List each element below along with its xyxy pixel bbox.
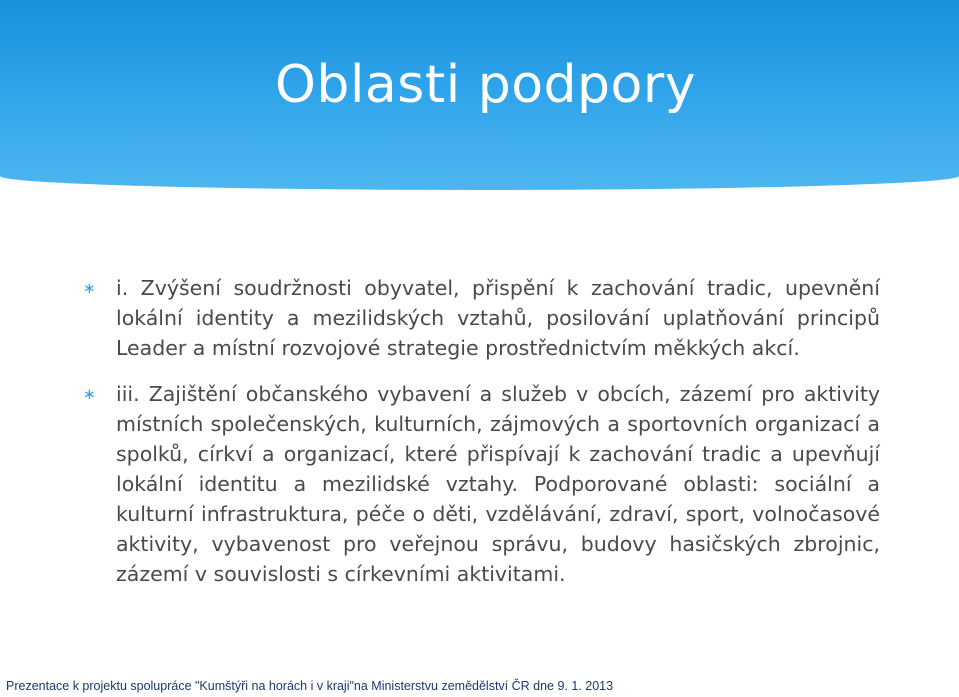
asterisk-bullet-icon: ∗	[83, 279, 96, 297]
footer-caption: Prezentace k projektu spolupráce "Kumštýři na horách i v kraji"na Ministerstvu zemědělství ČR dne 9. 1. 2013	[6, 679, 614, 693]
bullet-list	[83, 273, 880, 589]
header-band	[0, 0, 959, 190]
bullet-item-1	[83, 273, 880, 363]
bullet-item-2	[83, 379, 880, 589]
bullet-text: i. Zvýšení soudržnosti obyvatel, přispění k zachování tradic, upevnění lokální identity a mezilidských vztahů, posilování uplatňování principů Leader a místní rozvojové strategie prostřednictvím měkkých akcí.	[116, 276, 880, 360]
slide-title: Oblasti podpory	[275, 55, 697, 115]
asterisk-bullet-icon: ∗	[83, 385, 96, 403]
bullet-text: iii. Zajištění občanského vybavení a služeb v obcích, zázemí pro aktivity místních společenských, kulturních, zájmových a sportovních organizací a spolků, církví a organizací, které přispívají k zachování tradic a upevňují lokální identitu a mezilidské vztahy. Podporované oblasti: sociální a kulturní infrastruktura, péče o děti, vzdělávání, zdraví, sport, volnočasové aktivity, vybavenost pro veřejnou správu, budovy hasičských zbrojnic, zázemí v souvislosti s církevními aktivitami.	[116, 382, 880, 586]
